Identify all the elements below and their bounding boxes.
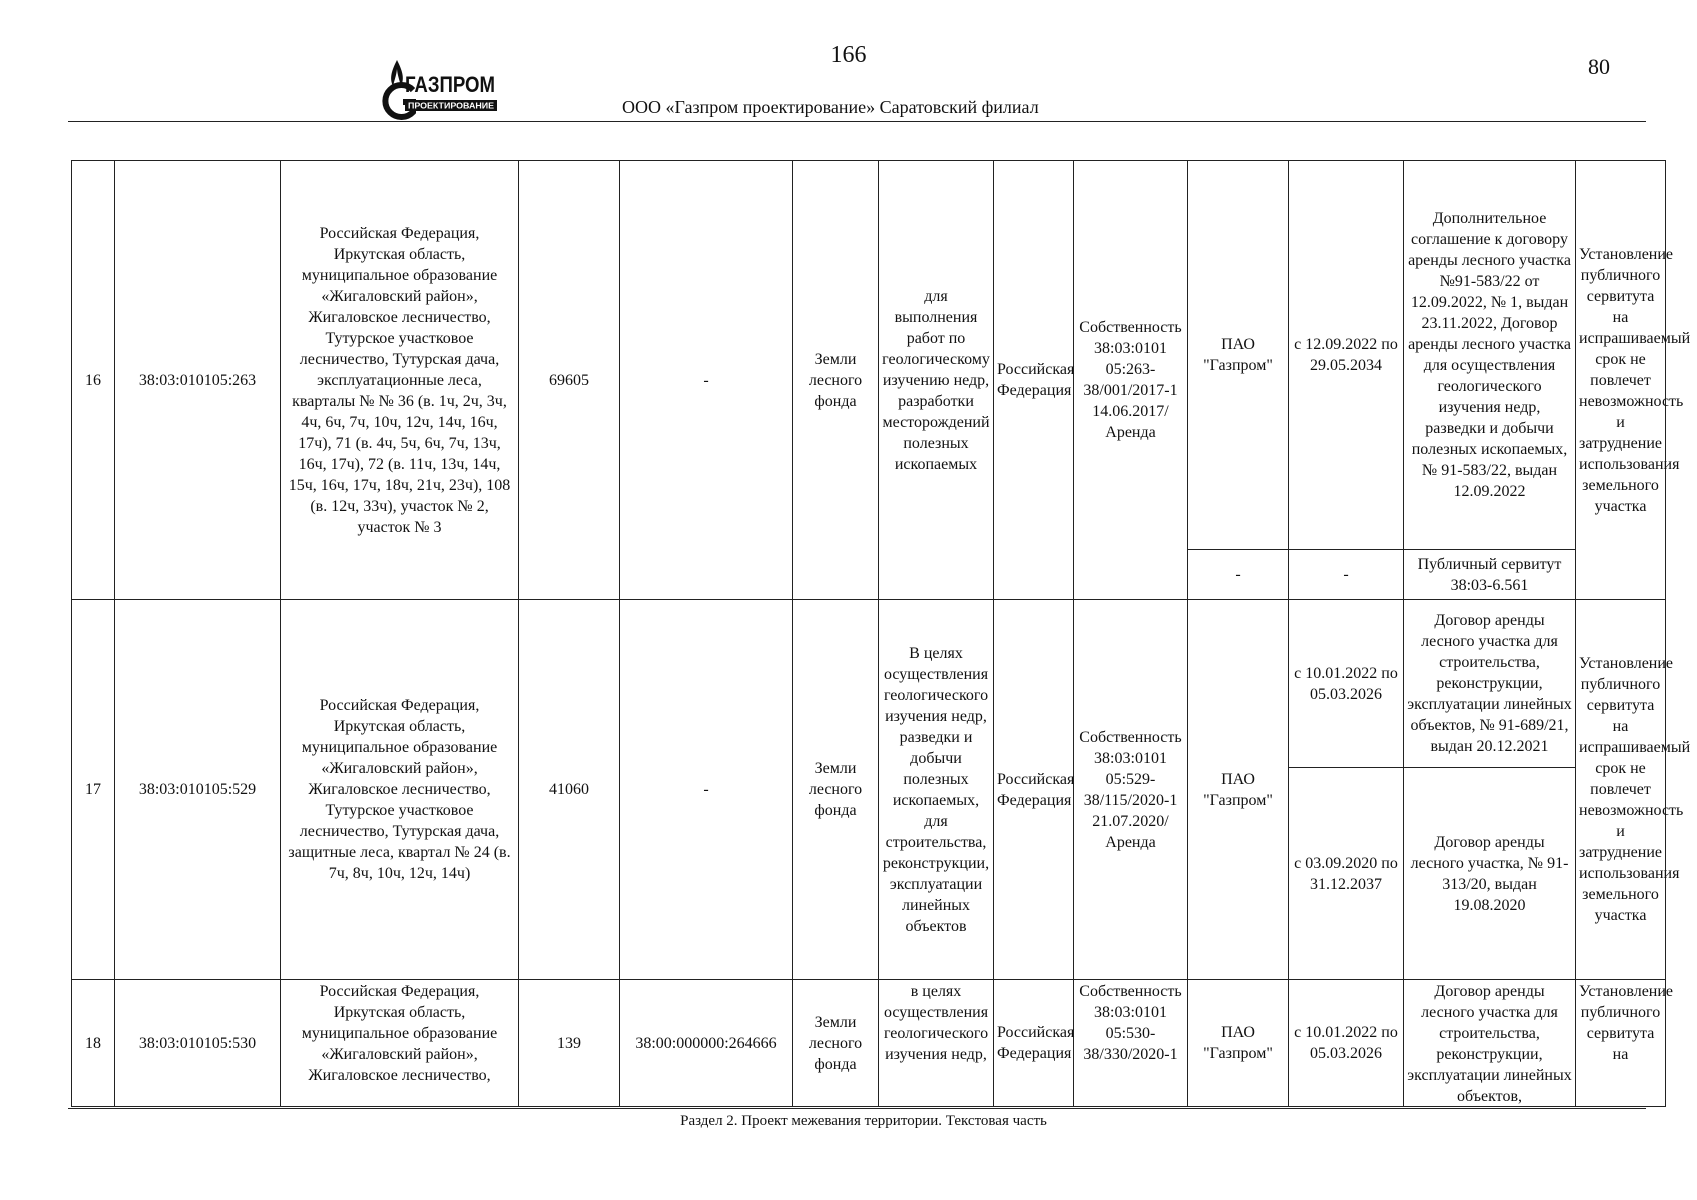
encumbrance-holder: ПАО "Газпром" (1188, 600, 1289, 980)
cadastral-number: 38:03:010105:263 (115, 161, 281, 600)
company-name: ООО «Газпром проектирование» Саратовский филиал (622, 97, 1039, 117)
gazprom-logo (383, 56, 498, 118)
owner: Российская Федерация (994, 161, 1074, 600)
logo-text: ГАЗПРОМ (405, 72, 495, 97)
note: Установление публичного сервитута на испрашиваемый срок не повлечет невозможность и затруднение использования земельного участка (1576, 161, 1666, 600)
encumbrance-document: Дополнительное соглашение к договору аренды лесного участка №91-583/22 от 12.09.2022, № 1, выдан 23.11.2022, Договор аренды лесного участка для осуществления геологического изучения недр, разведки и добычи полезных ископаемых, № 91-583/22, выдан 12.09.2022 (1404, 161, 1576, 550)
page-number: 166 (830, 42, 867, 68)
land-category: Земли лесного фонда (793, 600, 879, 980)
right-record: Собственность 38:03:0101 05:263-38/001/2017-1 14.06.2017/ Аренда (1074, 161, 1188, 600)
cadastral-number: 38:03:010105:529 (115, 600, 281, 980)
parent-plot: - (620, 161, 793, 600)
location: Российская Федерация, Иркутская область, муниципальное образование «Жигаловский район», Жигаловское лесничество, Тутурское участковое лесничество, Тутурская дача, эксплуатационные леса, кварталы № № 36 (в. 1ч, 2ч, 3ч, 4ч, 6ч, 7ч, 10ч, 12ч, 14ч, 16ч, 17ч), 71 (в. 4ч, 5ч, 6ч, 7ч, 13ч, 16ч, 17ч), 72 (в. 11ч, 13ч, 14ч, 15ч, 16ч, 17ч, 18ч, 21ч, 23ч), 108 (в. 12ч, 33ч), участок № 2, участок № 3 (281, 161, 519, 600)
location: Российская Федерация, Иркутская область, муниципальное образование «Жигаловский район», Жигаловское лесничество, (301, 983, 498, 1084)
area: 41060 (519, 600, 620, 980)
encumbrance-term: с 10.01.2022 по 05.03.2026 (1289, 980, 1404, 1107)
encumbrance-document: Договор аренды лесного участка для строительства, реконструкции, эксплуатации линейных объектов, (1407, 983, 1572, 1105)
table-row (72, 161, 1666, 550)
encumbrance-term: с 12.09.2022 по 29.05.2034 (1289, 161, 1404, 550)
land-category: Земли лесного фонда (793, 161, 879, 600)
area: 139 (519, 980, 620, 1107)
encumbrance-term: - (1289, 550, 1404, 600)
table-row (72, 600, 1666, 768)
encumbrance-term: с 03.09.2020 по 31.12.2037 (1289, 768, 1404, 980)
footer-divider (68, 1108, 1646, 1109)
header-divider (68, 121, 1646, 122)
area: 69605 (519, 161, 620, 600)
parent-plot: - (620, 600, 793, 980)
location: Российская Федерация, Иркутская область, муниципальное образование «Жигаловский район», Жигаловское лесничество, Тутурское участковое лесничество, Тутурская дача, защитные леса, квартал № 24 (в. 7ч, 8ч, 10ч, 12ч, 14ч) (281, 600, 519, 980)
owner: Российская Федерация (994, 600, 1074, 980)
permitted-use: в целях осуществления геологического изучения недр, (883, 983, 989, 1063)
footer-text: Раздел 2. Проект межевания территории. Текстовая часть (680, 1113, 1047, 1129)
encumbrance-document: Договор аренды лесного участка, № 91-313/20, выдан 19.08.2020 (1404, 768, 1576, 980)
note: Установление публичного сервитута на испрашиваемый срок не повлечет невозможность и затруднение использования земельного участка (1576, 600, 1666, 980)
owner: Российская Федерация (994, 980, 1074, 1107)
row-number: 16 (72, 161, 115, 600)
table-row (72, 980, 1666, 1107)
permitted-use: В целях осуществления геологического изучения недр, разведки и добычи полезных ископаемых, для строительства, реконструкции, эксплуатации линейных объектов (879, 600, 994, 980)
note: Установление публичного сервитута на (1579, 983, 1674, 1063)
row-number: 17 (72, 600, 115, 980)
parent-plot: 38:00:000000:264666 (620, 980, 793, 1107)
page-number-right: 80 (1588, 54, 1610, 79)
right-record: Собственность 38:03:0101 05:529-38/115/2020-1 21.07.2020/ Аренда (1074, 600, 1188, 980)
encumbrance-holder: ПАО "Газпром" (1188, 980, 1289, 1107)
permitted-use: для выполнения работ по геологическому изучению недр, разработки месторождений полезных ископаемых (879, 161, 994, 600)
right-record: Собственность 38:03:0101 05:530-38/330/2020-1 (1079, 983, 1182, 1063)
land-plots-table (71, 160, 1691, 1107)
encumbrance-term: с 10.01.2022 по 05.03.2026 (1289, 600, 1404, 768)
cadastral-number: 38:03:010105:530 (115, 980, 281, 1107)
encumbrance-holder: - (1188, 550, 1289, 600)
row-number: 18 (72, 980, 115, 1107)
encumbrance-document: Договор аренды лесного участка для строительства, реконструкции, эксплуатации линейных объектов, № 91-689/21, выдан 20.12.2021 (1404, 600, 1576, 768)
logo-subtext: ПРОЕКТИРОВАНИЕ (408, 101, 495, 111)
encumbrance-holder: ПАО "Газпром" (1188, 161, 1289, 550)
encumbrance-document: Публичный сервитут 38:03-6.561 (1404, 550, 1576, 600)
land-category: Земли лесного фонда (793, 980, 879, 1107)
